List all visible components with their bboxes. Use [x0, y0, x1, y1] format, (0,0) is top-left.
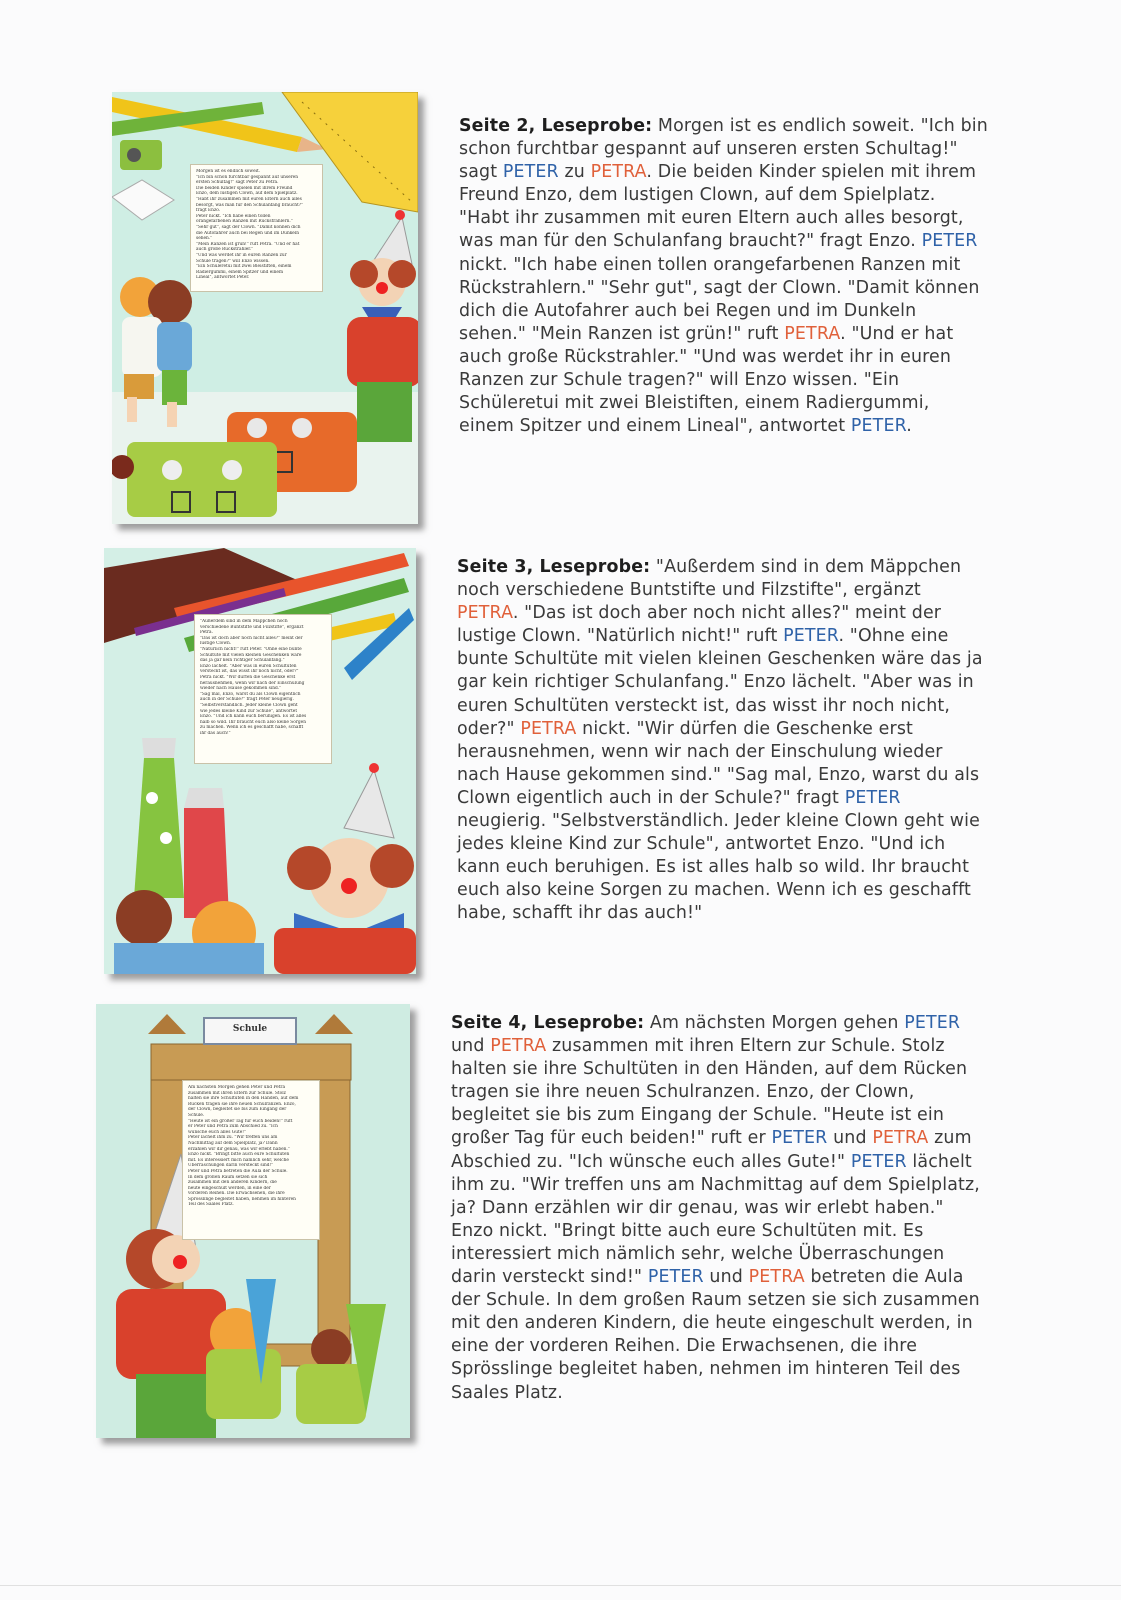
section-heading: Seite 2, Leseprobe: [459, 116, 653, 136]
text-run: . [906, 416, 912, 437]
sheet-line: "Habt ihr zusammen mit euren Eltern auch alles [196, 196, 302, 202]
sheet-line: halb so wild. Ihr braucht euch also keine Sorgen [200, 719, 306, 725]
section-text-page-4 [451, 1012, 985, 1405]
name-peter: PETER [921, 231, 978, 252]
sheet-line: In dem großen Raum setzen sie sich [188, 1174, 268, 1180]
sheet-line: er Peter und Petra zum Abschied zu. "Ich [188, 1124, 278, 1130]
name-peter: PETER [502, 162, 559, 183]
sheet-line: mit. Es interessiert mich nämlich sehr, welche [188, 1157, 289, 1163]
sheet-line: Enzo nickt. "Bringt bitte auch eure Schultüten [188, 1152, 290, 1158]
sheet-line: zusammen mit ihren Eltern zur Schule. Stolz [188, 1090, 286, 1096]
text-run: . "Und er hat auch große Rückstrahler." "Und was werdet ihr in euren Ranzen zur Schule tragen?" will Enzo wissen. "Ein Schüleretui mit zwei Bleistiften, einem Radiergummi, einem Spitzer und einem Lineal", antwortet [459, 323, 954, 437]
sheet-line: "Sag mal, Enzo, warst du als Clown eigentlich [200, 691, 301, 697]
name-peter: PETER [904, 1013, 961, 1033]
sheet-line: herausnehmen, wenn wir nach der Einschulung [200, 680, 305, 686]
sheet-line: "Ein Schüleretui mit zwei Bleistiften, einem [196, 264, 292, 270]
text-run: Am nächsten Morgen gehen [644, 1013, 905, 1033]
sheet-line: verschiedene Buntstifte und Filzstifte", ergänzt [200, 624, 304, 630]
name-petra: PETRA [784, 323, 841, 344]
sheet-lines [196, 169, 317, 281]
sheet-line: Enzo lächelt. "Aber was in euren Schultüten [200, 663, 297, 669]
sheet-line: "Sehr gut", sagt der Clown. "Damit können dich [196, 224, 301, 230]
name-peter: PETER [771, 1128, 828, 1149]
text-run: zusammen mit ihren Eltern zur Schule. Stolz halten sie ihre Schultüten in den Händen, auf dem Rücken tragen sie ihre neuen Schulranzen. Enzo, der Clown, begleitet sie bis zum Eingang der Schule. "Heute ist ein großer Tag für euch beiden!" ruft er [451, 1036, 968, 1149]
sheet-line: "Und was werdet ihr in euren Ranzen zur [196, 252, 287, 258]
section-paragraph [457, 557, 983, 923]
text-run: zum Abschied zu. "Ich wünsche euch alles Gute!" [451, 1128, 972, 1172]
sheet-line: das ja gar kein richtiger Schulanfang." [200, 658, 285, 664]
story-sheet-page-3 [194, 614, 332, 764]
sheet-line: ersten Schultag!" sagt Peter zu Petra. [196, 180, 279, 186]
name-petra: PETRA [457, 603, 513, 624]
section-paragraph [451, 1013, 980, 1403]
school-supplies-scene [112, 92, 418, 524]
sheet-line: Peter nickt. "Ich habe einen tollen [196, 213, 271, 219]
sheet-line: Überraschungen darin versteckt sind!" [188, 1163, 274, 1169]
section-text-page-2 [459, 115, 989, 438]
green-schoolbag [296, 1364, 366, 1424]
text-run: nickt. "Wir dürfen die Geschenke erst herausnehmen, wenn wir nach der Einschulung wieder nach Hause gekommen sind." "Sag mal, Enzo, warst du als Clown eigentlich auch in der Schule?" fragt [457, 718, 980, 808]
sheet-line: Enzo, dem lustigen Clown, auf dem Spielplatz. [196, 191, 298, 197]
illustration-page-3 [104, 548, 416, 974]
sheet-line: Sprösslinge begleitet haben, nehmen im hinteren [188, 1196, 296, 1202]
sheet-line: orangefarbenen Ranzen mit Rückstrahlern." [196, 219, 293, 225]
sheet-line: der Clown, begleitet sie bis zum Eingang der [188, 1107, 287, 1113]
section-paragraph [459, 116, 988, 436]
text-run: lächelt ihm zu. "Wir treffen uns am Nachmittag auf dem Spielplatz, ja? Dann erzählen wir dir genau, was wir erlebt haben." Enzo nickt. "Bringt bitte auch eure Schultüten mit. Es interessiert mich nämlich sehr, welche Überraschungen darin versteckt sind!" [451, 1151, 980, 1288]
sheet-line: auch große Rückstrahler." [196, 247, 254, 253]
sheet-line: lustige Clown. [200, 641, 232, 647]
name-peter: PETER [844, 787, 901, 808]
sheet-line: Die beiden Kinder spielen mit ihrem Freund [196, 185, 293, 191]
sheet-line: Schule tragen?" will Enzo wissen. [196, 258, 270, 264]
story-sheet-page-2 [190, 164, 323, 292]
text-run: nickt. "Ich habe einen tollen orangefarbenen Ranzen mit Rückstrahlern." "Sehr gut", sagt der Clown. "Damit können dich die Autofahrer auch bei Regen und im Dunkeln sehen." "Mein Ranzen ist grün!" ruft [459, 254, 980, 344]
sheet-line: Lineal", antwortet Peter. [196, 275, 250, 281]
sheet-line: wieder nach Hause gekommen sind." [200, 686, 282, 692]
sheet-line: versteckt ist, das wisst ihr noch nicht, oder?" [200, 669, 299, 675]
text-run: neugierig. "Selbstverständlich. Jeder kleine Clown geht wie jedes kleine Kind zur Schule", antwortet Enzo. "Und ich kann euch beruhigen. Es ist alles halb so wild. Ihr braucht euch also keine Sorgen zu machen. Wenn ich es geschafft habe, schafft ihr das auch!" [457, 811, 980, 924]
kid-head [116, 890, 172, 946]
name-petra: PETRA [590, 162, 647, 183]
sheet-lines [200, 619, 326, 736]
sheet-line: zu machen. Wenn ich es geschafft habe, schafft [200, 725, 304, 731]
sheet-line: "Außerdem sind in dem Mäppchen noch [200, 619, 288, 624]
text-run: und [451, 1036, 491, 1057]
sheet-line: Teil des Saales Platz. [188, 1202, 234, 1208]
sheet-line: wünsche euch alles Gute!" [188, 1129, 246, 1135]
sheet-line: auch in der Schule?" fragt Peter neugierig. [200, 697, 294, 703]
section-heading: Seite 3, Leseprobe: [457, 557, 651, 577]
sheet-line: Schule. [188, 1112, 205, 1118]
text-run: und [703, 1267, 749, 1288]
sheet-line: fragt Enzo. [196, 208, 221, 214]
sheet-line: Schultüte mit vielen kleinen Geschenken wäre [200, 652, 302, 658]
sheet-line: erzählen wir dir genau, was wir erlebt haben." [188, 1146, 290, 1152]
sheet-line: Peter und Petra betreten die Aula der Schule. [188, 1168, 288, 1174]
section-heading: Seite 4, Leseprobe: [451, 1013, 645, 1033]
sheet-line: Nachmittag auf dem Spielplatz, ja? Dann [188, 1140, 278, 1146]
sheet-line: halten sie ihre Schultüten in den Händen, auf dem [188, 1096, 299, 1102]
text-run: betreten die Aula der Schule. In dem großen Raum setzen sie sich zusammen mit den anderen Kindern, die heute eingeschult werden, in eine der vorderen Reihen. Die Erwachsenen, die ihre Sprösslinge begleitet haben, nehmen im hinteren Teil des Saales Platz. [451, 1267, 980, 1403]
school-sign-label: Schule [232, 1024, 268, 1034]
sheet-line: Morgen ist es endlich soweit. [196, 169, 261, 174]
text-run: und [827, 1128, 873, 1149]
name-petra: PETRA [872, 1128, 929, 1149]
sheet-line: die Autofahrer auch bei Regen und im Dunkeln [196, 230, 299, 236]
sheet-line: sehen." [196, 236, 213, 242]
sheet-line: besorgt, was man für den Schulanfang braucht?" [196, 202, 304, 208]
sheet-line: Petra nickt. "Wir dürfen die Geschenke erst [200, 674, 296, 680]
name-peter: PETER [850, 416, 907, 437]
sheet-line: Petra. [200, 630, 213, 636]
page-bottom-rule [0, 1585, 1121, 1586]
green-schoolbag [206, 1349, 281, 1419]
sheet-line: "Das ist doch aber noch nicht alles?" meint der [200, 635, 303, 641]
sheet-line: Enzo. "Und ich kann euch beruhigen. Es ist alles [200, 714, 307, 720]
story-sheet-page-4 [182, 1080, 320, 1240]
sheet-lines [188, 1085, 314, 1208]
name-peter: PETER [850, 1151, 907, 1172]
sheet-line: wie jedes kleine Kind zur Schule", antwortet [200, 708, 298, 714]
name-peter: PETER [647, 1267, 704, 1288]
sheet-line: Am nächsten Morgen gehen Peter und Petra [188, 1085, 286, 1090]
text-run: . Die beiden Kinder spielen mit ihrem Freund Enzo, dem lustigen Clown, auf dem Spielplatz. "Habt ihr zusammen mit euren Eltern auch alles besorgt, was man für den Schulanfang braucht?" fragt Enzo. [459, 162, 977, 252]
sheet-line: vorderen Reihen. Die Erwachsenen, die ihre [188, 1191, 285, 1197]
name-petra: PETRA [748, 1267, 805, 1288]
sheet-line: heute eingeschult werden, in eine der [188, 1185, 271, 1191]
sheet-line: Peter lächelt ihm zu. "Wir treffen uns am [188, 1135, 278, 1141]
sheet-line: "Heute ist ein großer Tag für euch beiden!" ruft [188, 1118, 293, 1124]
text-run: . "Das ist doch aber noch nicht alles?" meint der lustige Clown. "Natürlich nicht!" ruft [457, 603, 942, 647]
sheet-line: "Selbstverständlich. Jeder kleine Clown geht [200, 702, 298, 708]
sheet-line: ihr das auch!" [200, 730, 231, 736]
sheet-line: "Natürlich nicht!" ruft Peter. "Ohne eine bunte [200, 646, 302, 652]
schultuete-red [184, 788, 229, 918]
sheet-line: "Mein Ranzen ist grün!" ruft Petra. "Und er hat [196, 241, 300, 247]
sheet-line: Radiergummi, einem Spitzer und einem [196, 269, 284, 275]
name-petra: PETRA [490, 1036, 547, 1057]
green-schoolbag [127, 442, 277, 517]
sheet-line: Rücken tragen sie ihre neuen Schulranzen. Enzo, [188, 1101, 296, 1107]
section-text-page-3 [457, 556, 987, 926]
illustration-page-2 [112, 92, 418, 524]
text-run: "Außerdem sind in dem Mäppchen noch verschiedene Buntstifte und Filzstifte", ergänzt [457, 557, 962, 601]
sheet-line: "Ich bin schon furchtbar gespannt auf unseren [196, 174, 298, 180]
sheet-line: zusammen mit den anderen Kindern, die [188, 1180, 277, 1186]
text-run: . "Ohne eine bunte Schultüte mit vielen kleinen Geschenken wäre das ja gar kein richtiger Schulanfang." Enzo lächelt. "Aber was in euren Schultüten versteckt ist, das wisst ihr noch nicht, oder?" [457, 626, 983, 739]
text-run: zu [558, 162, 591, 183]
text-run: Morgen ist es endlich soweit. "Ich bin schon furchtbar gespannt auf unseren ersten Schultag!" sagt [459, 116, 988, 183]
kid-head [311, 1329, 351, 1369]
illustration-page-4 [96, 1004, 410, 1438]
name-peter: PETER [783, 626, 839, 647]
name-petra: PETRA [520, 718, 577, 739]
